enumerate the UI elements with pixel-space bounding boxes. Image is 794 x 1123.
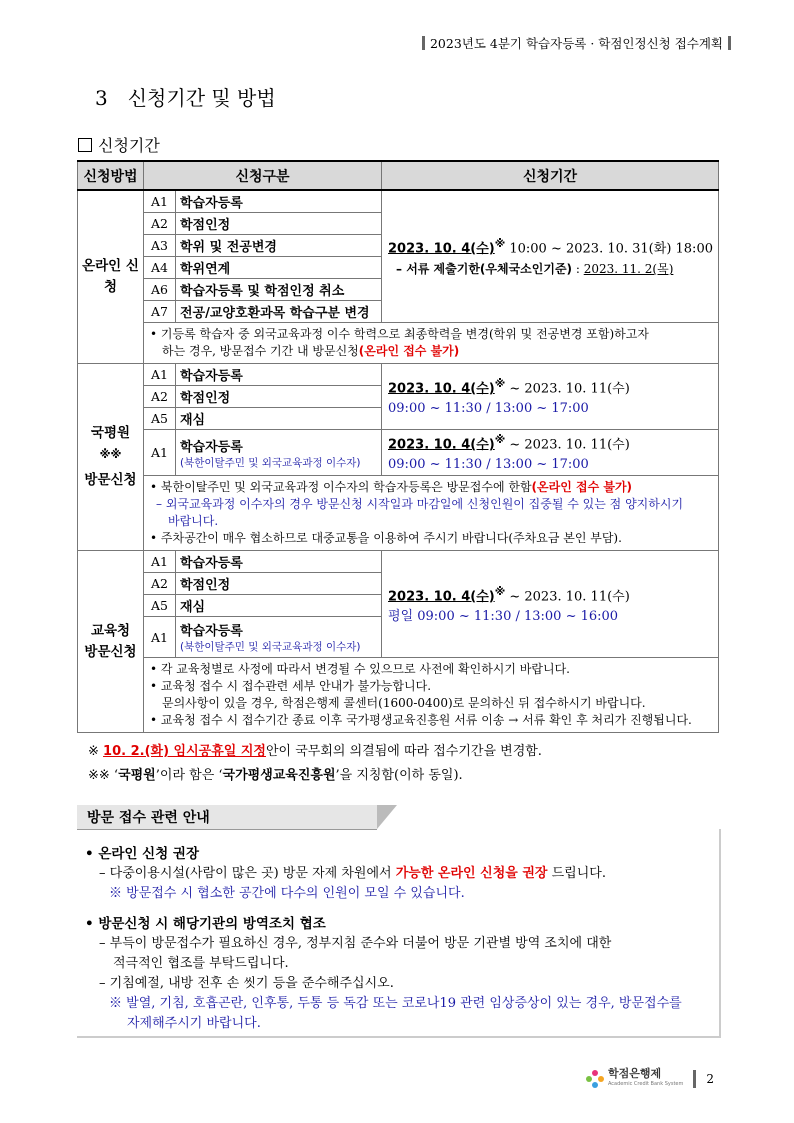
footnotes (88, 740, 542, 788)
table-row-note (78, 476, 719, 551)
name-cell: 학습자등록 (북한이탈주민 및 외국교육과정 이수자) (176, 430, 382, 476)
header-category: 신청구분 (144, 161, 382, 190)
guide-line: – 부득이 방문접수가 필요하신 경우, 정부지침 준수와 더불어 방문 기관별 방역 조치에 대한 (99, 936, 612, 951)
code-cell: A3 (144, 235, 176, 257)
code-cell: A5 (144, 408, 176, 430)
checkbox-square-icon (78, 138, 92, 152)
code-cell: A1 (144, 551, 176, 573)
code-cell: A6 (144, 279, 176, 301)
header-period: 신청기간 (382, 161, 719, 190)
name-cell: 학습자등록 (북한이탈주민 및 외국교육과정 이수자) (176, 617, 382, 658)
running-header (417, 34, 736, 52)
code-cell: A7 (144, 301, 176, 323)
name-cell: 학위 및 전공변경 (176, 235, 382, 257)
guide-heading-1: • 온라인 신청 권장 (85, 846, 200, 862)
title-corner-shape (377, 805, 397, 829)
guide-line: – 기침예절, 내방 전후 손 씻기 등을 준수해주십시오. (99, 976, 394, 991)
table-row (78, 551, 719, 573)
period-online: 2023. 10. 4(수)※ 10:00 ~ 2023. 10. 31(화) 18:00 – 서류 제출기한(우체국소인기준) : 2023. 11. 2(목) (382, 190, 719, 323)
name-cell: 전공/교양호환과목 학습구분 변경 (176, 301, 382, 323)
schedule-table (77, 160, 719, 733)
section-title-text: 신청기간 및 방법 (127, 86, 276, 110)
period-nile-2: 2023. 10. 4(수)※ ~ 2023. 10. 11(수) 09:00 ~ 11:30 / 13:00 ~ 17:00 (382, 430, 719, 476)
header-text: 2023년도 4분기 학습자등록 · 학점인정신청 접수계획 (429, 36, 723, 51)
name-cell: 학습자등록 및 학점인정 취소 (176, 279, 382, 301)
name-cell: 학습자등록 (176, 190, 382, 213)
name-cell: 재심 (176, 595, 382, 617)
section-number: 3 (95, 86, 108, 110)
name-cell: 재심 (176, 408, 382, 430)
online-note: • 기등록 학습자 중 외국교육과정 이수 학력으로 최종학력을 변경(학위 및 전공변경 포함)하고자 하는 경우, 방문접수 기간 내 방문신청(온라인 접수 불가) (144, 323, 719, 364)
footer-bar (693, 1070, 696, 1088)
guide-line: 적극적인 협조를 부탁드립니다. (113, 956, 289, 971)
table-row (78, 430, 719, 476)
footnote-2: ※※ ‘국평원’이라 함은 ‘국가평생교육진흥원’을 지칭함(이하 동일). (88, 768, 463, 783)
guide-line: 자제해주시기 바랍니다. (127, 1016, 261, 1031)
guide-title-bar (77, 805, 377, 830)
guide-content (85, 838, 715, 1034)
table-header-row (78, 161, 719, 190)
period-edu: 2023. 10. 4(수)※ ~ 2023. 10. 11(수) 평일 09:00 ~ 11:30 / 13:00 ~ 16:00 (382, 551, 719, 658)
code-cell: A1 (144, 617, 176, 658)
name-cell: 학습자등록 (176, 364, 382, 386)
code-cell: A1 (144, 190, 176, 213)
flower-logo-icon (586, 1070, 604, 1088)
guide-title: 방문 접수 관련 안내 (87, 810, 210, 826)
guide-heading-2: • 방문신청 시 해당기관의 방역조치 협조 (85, 916, 326, 932)
edu-note: • 각 교육청별로 사정에 따라서 변경될 수 있으므로 사전에 확인하시기 바랍니다. • 교육청 접수 시 접수관련 세부 안내가 불가능합니다. 문의사항이 있을 경우, 학점은행제 콜센터(1600-0400)로 문의하신 뒤 접수하시기 바랍니다. • 교육청 접수 시 접수기간 종료 이후 국가평생교육진흥원 서류 이송 → 서류 확인 후 처리가 진행됩니다. (144, 658, 719, 733)
method-nile: 국평원※※ 방문신청 (78, 364, 144, 551)
name-cell: 학점인정 (176, 573, 382, 595)
table-row-note (78, 658, 719, 733)
table-row-note (78, 323, 719, 364)
code-cell: A2 (144, 386, 176, 408)
page-footer (586, 1068, 714, 1090)
subsection-title-text: 신청기간 (98, 136, 160, 155)
header-method: 신청방법 (78, 161, 144, 190)
method-online: 온라인 신청 (78, 190, 144, 364)
header-bar-left (422, 36, 425, 50)
code-cell: A2 (144, 213, 176, 235)
footnote-1: ※ 10. 2.(화) 임시공휴일 지정안이 국무회의 의결됨에 따라 접수기간을 변경함. (88, 744, 542, 759)
code-cell: A2 (144, 573, 176, 595)
name-cell: 학습자등록 (176, 551, 382, 573)
header-bar-right (728, 36, 731, 50)
name-cell: 학점인정 (176, 386, 382, 408)
table-row (78, 364, 719, 386)
subsection-title (78, 133, 160, 156)
period-nile: 2023. 10. 4(수)※ ~ 2023. 10. 11(수) 09:00 ~ 11:30 / 13:00 ~ 17:00 (382, 364, 719, 430)
code-cell: A4 (144, 257, 176, 279)
guide-line: – 다중이용시설(사람이 많은 곳) 방문 자제 차원에서 가능한 온라인 신청을 권장 드립니다. (99, 866, 606, 881)
logo-text: 학점은행제 Academic Credit Bank System (607, 1067, 684, 1087)
guide-line: ※ 방문접수 시 협소한 공간에 다수의 인원이 모일 수 있습니다. (109, 886, 465, 901)
code-cell: A5 (144, 595, 176, 617)
nile-note: • 북한이탈주민 및 외국교육과정 이수자의 학습자등록은 방문접수에 한함(온라인 접수 불가) – 외국교육과정 이수자의 경우 방문신청 시작일과 마감일에 신청인원이 집중될 수 있는 점 양지하시기 바랍니다. • 주차공간이 매우 협소하므로 대중교통을 이용하여 주시기 바랍니다(주차요금 본인 부담). (144, 476, 719, 551)
page-number: 2 (706, 1072, 714, 1086)
name-cell: 학위연계 (176, 257, 382, 279)
table-row (78, 190, 719, 213)
section-title (95, 82, 276, 111)
method-edu: 교육청 방문신청 (78, 551, 144, 733)
guide-line: ※ 발열, 기침, 호흡곤란, 인후통, 두통 등 독감 또는 코로나19 관련 임상증상이 있는 경우, 방문접수를 (109, 996, 682, 1011)
name-cell: 학점인정 (176, 213, 382, 235)
code-cell: A1 (144, 430, 176, 476)
code-cell: A1 (144, 364, 176, 386)
